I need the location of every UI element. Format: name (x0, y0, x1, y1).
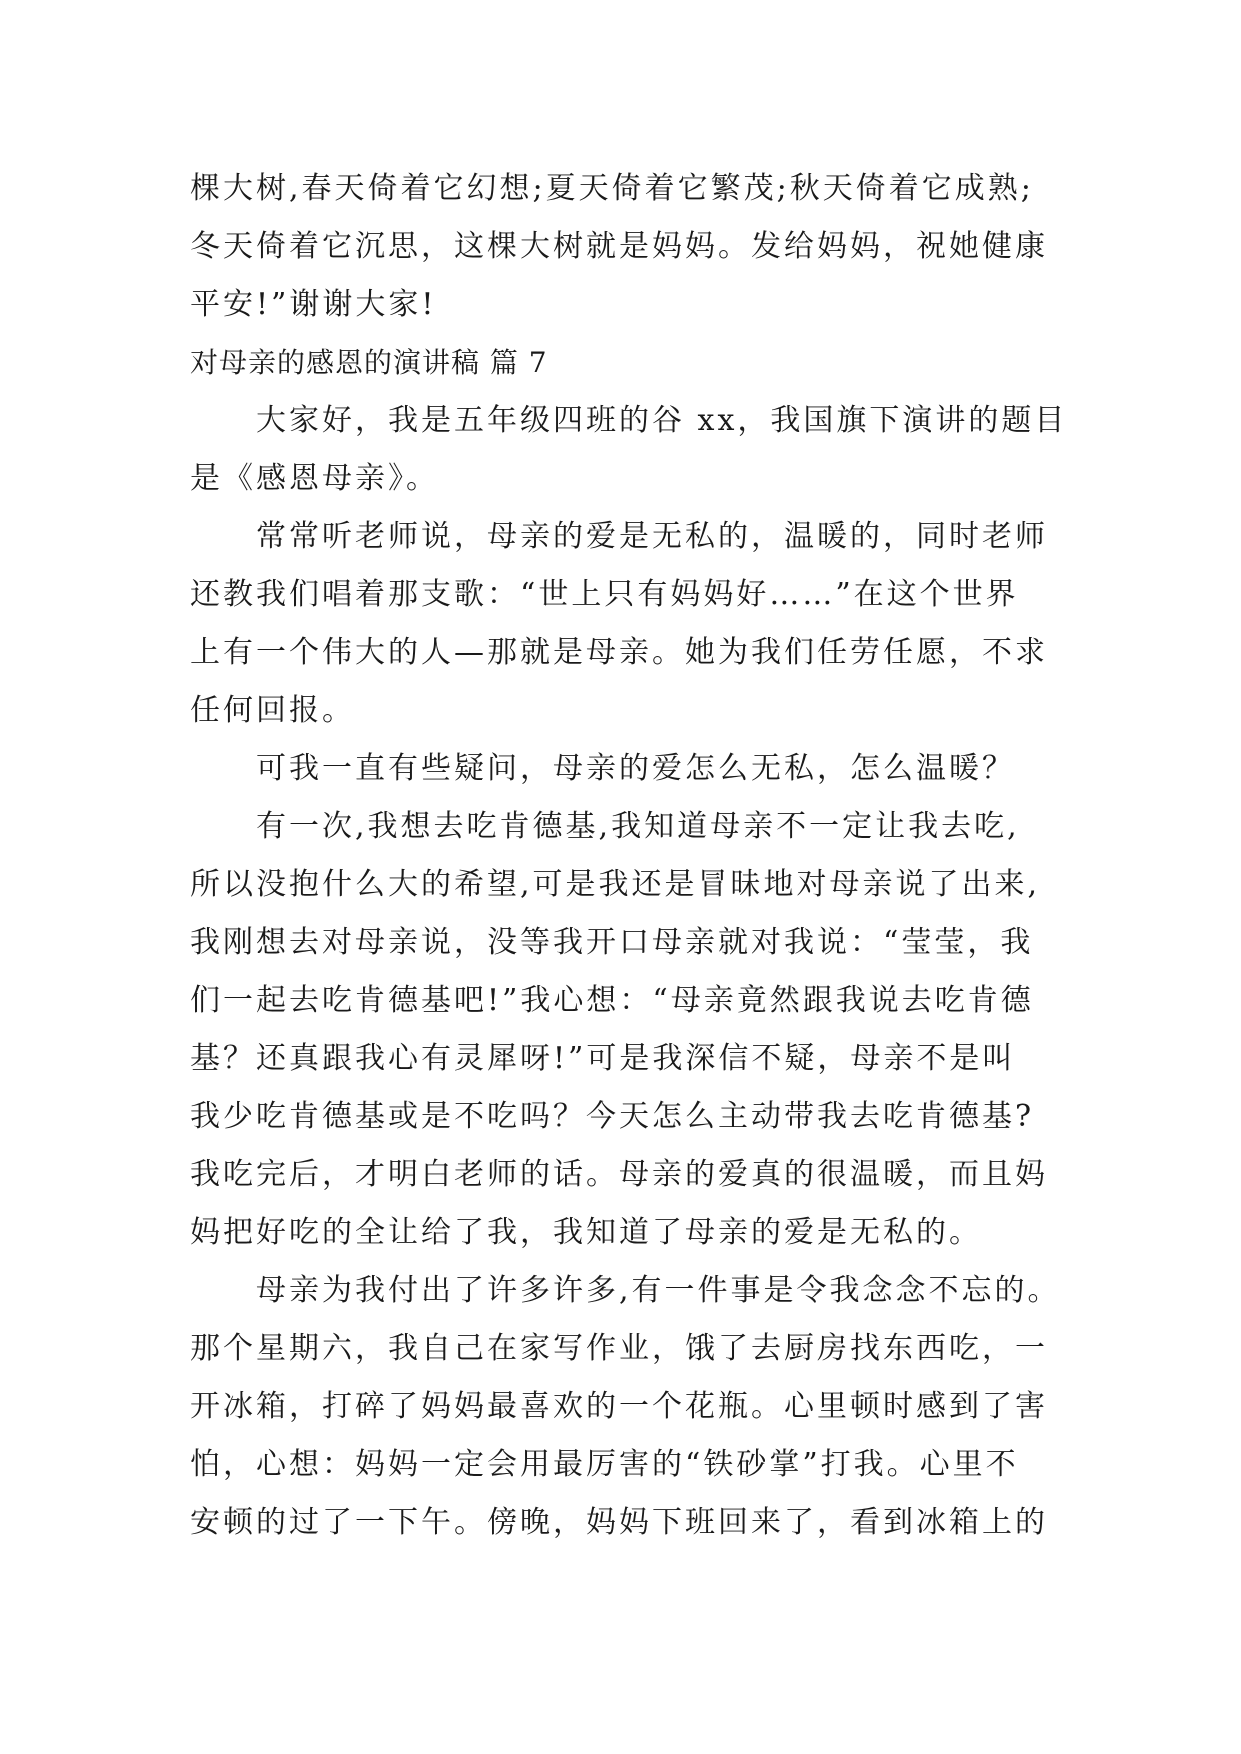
paragraph-line: 我刚想去对母亲说，没等我开口母亲就对我说：“莹莹，我 (190, 925, 1034, 960)
continuation-line: 棵大树,春天倚着它幻想;夏天倚着它繁茂;秋天倚着它成熟; (190, 171, 1034, 206)
paragraph-line: 我吃完后，才明白老师的话。母亲的爱真的很温暖，而且妈 (190, 1157, 1048, 1192)
continuation-line: 平安!”谢谢大家! (190, 287, 437, 322)
section-title: 对母亲的感恩的演讲稿 篇 7 (190, 346, 548, 379)
paragraph-line: 是《感恩母亲》。 (190, 461, 439, 496)
paragraph-line: 有一次,我想去吃肯德基,我知道母亲不一定让我去吃, (256, 809, 1020, 844)
paragraph-line: 常常听老师说，母亲的爱是无私的，温暖的，同时老师 (256, 519, 1048, 554)
document-body (190, 160, 1068, 1552)
paragraph-line: 基？还真跟我心有灵犀呀!”可是我深信不疑，母亲不是叫 (190, 1041, 1016, 1076)
continuation-line: 冬天倚着它沉思，这棵大树就是妈妈。发给妈妈，祝她健康 (190, 229, 1048, 264)
paragraph-line: 开冰箱，打碎了妈妈最喜欢的一个花瓶。心里顿时感到了害 (190, 1389, 1048, 1424)
paragraph-line: 大家好，我是五年级四班的谷 xx，我国旗下演讲的题目 (256, 403, 1068, 438)
paragraph-line: 那个星期六，我自己在家写作业，饿了去厨房找东西吃，一 (190, 1331, 1048, 1366)
paragraph-line: 我少吃肯德基或是不吃吗？今天怎么主动带我去吃肯德基? (190, 1099, 1035, 1134)
paragraph-line: 还教我们唱着那支歌：“世上只有妈妈好……”在这个世界 (190, 577, 1019, 612)
paragraph-line: 母亲为我付出了许多许多,有一件事是令我念念不忘的。 (256, 1273, 1061, 1308)
paragraph-line: 怕，心想：妈妈一定会用最厉害的“铁砂掌”打我。心里不 (190, 1447, 1019, 1482)
paragraph-line: 们一起去吃肯德基吧!”我心想：“母亲竟然跟我说去吃肯德 (190, 983, 1034, 1018)
paragraph-line: 上有一个伟大的人—那就是母亲。她为我们任劳任愿，不求 (190, 635, 1048, 670)
paragraph-line: 安顿的过了一下午。傍晚，妈妈下班回来了，看到冰箱上的 (190, 1505, 1048, 1540)
paragraph-line: 所以没抱什么大的希望,可是我还是冒昧地对母亲说了出来, (190, 867, 1041, 902)
paragraph-line: 妈把好吃的全让给了我，我知道了母亲的爱是无私的。 (190, 1215, 982, 1250)
paragraph-line: 任何回报。 (190, 693, 355, 728)
paragraph-line: 可我一直有些疑问，母亲的爱怎么无私，怎么温暖？ (256, 751, 1015, 786)
